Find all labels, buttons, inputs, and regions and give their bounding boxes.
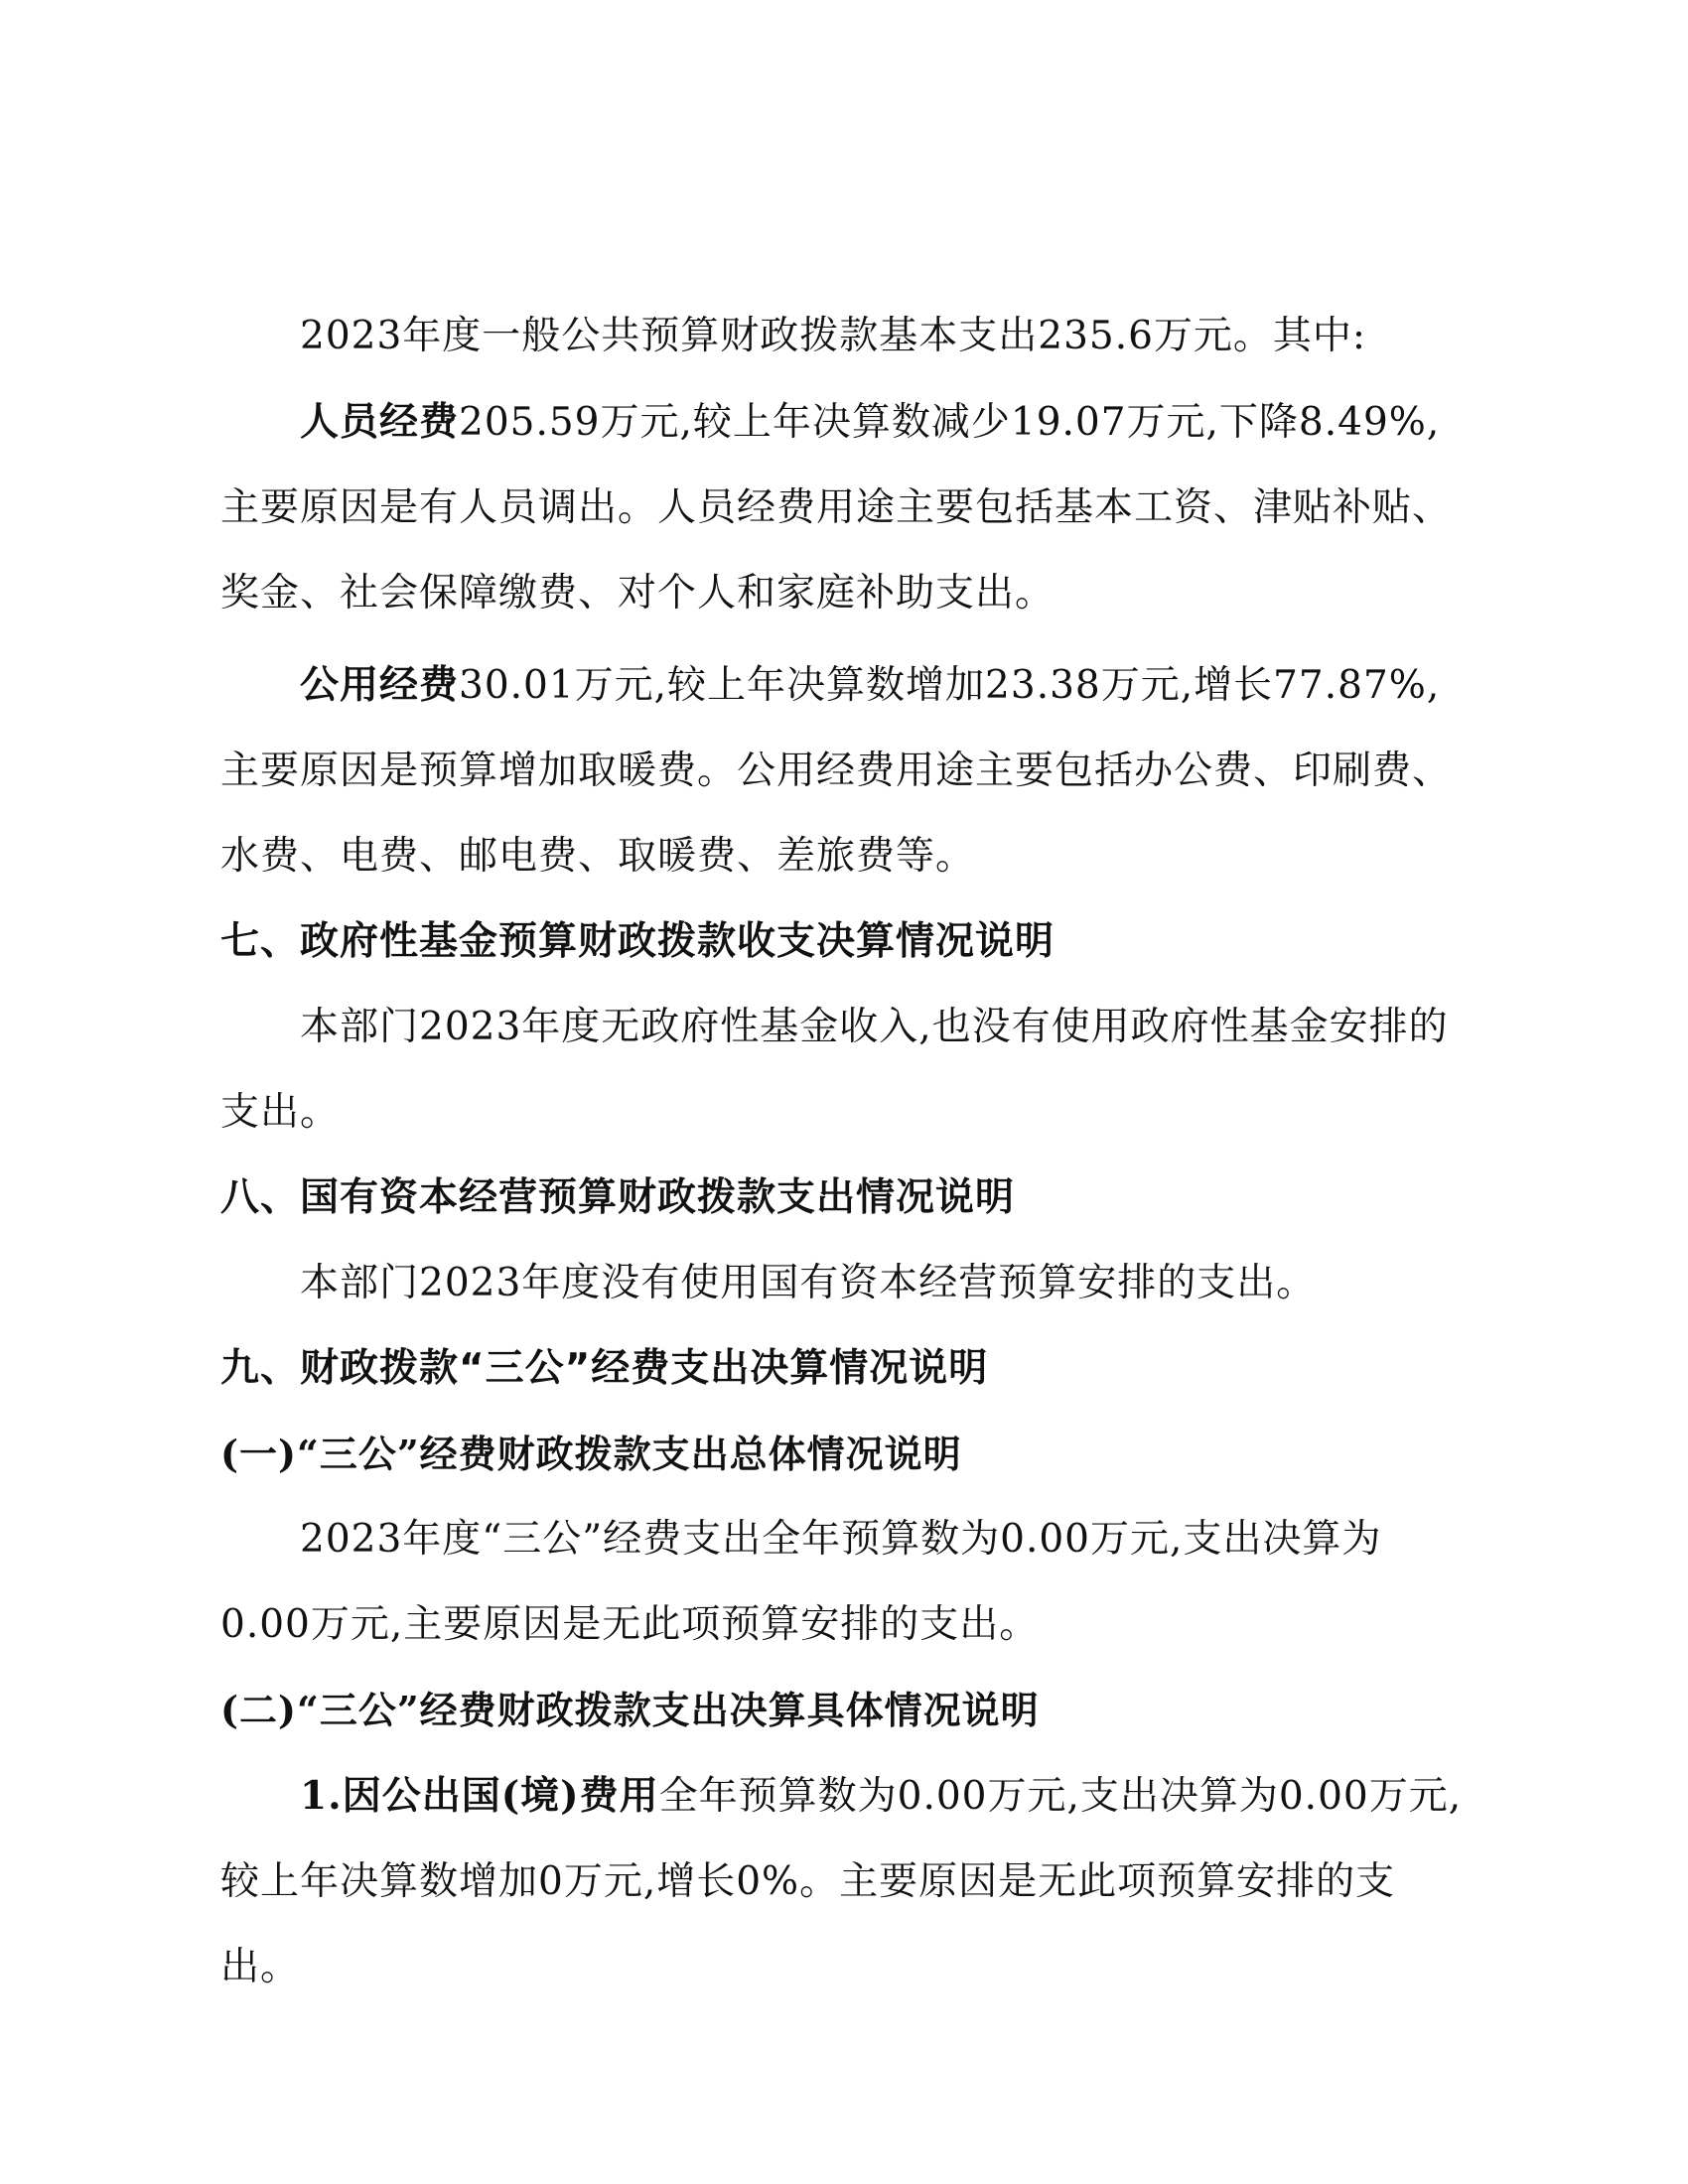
public-expenses-lead: 公用经费 — [300, 662, 460, 708]
paragraph-personnel-expenses — [220, 379, 1470, 636]
section-9-sub-2-heading: (二)“三公”经费财政拨款支出决算具体情况说明 — [220, 1688, 1040, 1732]
paragraph-public-expenses — [220, 642, 1470, 899]
public-expenses-text: 30.01万元,较上年决算数增加23.38万元,增长77.87%,主要原因是预算增加取暖费。公用经费用途主要包括办公费、印刷费、水费、电费、邮电费、取暖费、差旅费等。 — [220, 663, 1453, 879]
personnel-expenses-text: 205.59万元,较上年决算数减少19.07万元,下降8.49%,主要原因是有人员调出。人员经费用途主要包括基本工资、津贴补贴、奖金、社会保障缴费、对个人和家庭补助支出。 — [220, 400, 1453, 615]
section-9-sub-1-heading: (一)“三公”经费财政拨款支出总体情况说明 — [220, 1432, 962, 1476]
personnel-expenses-lead: 人员经费 — [300, 399, 460, 445]
item-1-lead: 1.因公出国(境)费用 — [300, 1773, 659, 1819]
section-9-sub-1-body: 2023年度“三公”经费支出全年预算数为0.00万元,支出决算为0.00万元,主要原因是无此项预算安排的支出。 — [220, 1517, 1382, 1647]
section-9-heading: 九、财政拨款“三公”经费支出决算情况说明 — [220, 1346, 989, 1391]
section-8-heading: 八、国有资本经营预算财政拨款支出情况说明 — [220, 1175, 1016, 1220]
document-body — [220, 294, 1470, 2010]
section-7-heading: 七、政府性基金预算财政拨款收支决算情况说明 — [220, 919, 1055, 964]
section-8-body: 本部门2023年度没有使用国有资本经营预算安排的支出。 — [300, 1261, 1317, 1305]
item-1-text: 全年预算数为0.00万元,支出决算为0.00万元,较上年决算数增加0万元,增长0%。主要原因是无此项预算安排的支出。 — [220, 1774, 1463, 1989]
section-7-body: 本部门2023年度无政府性基金收入,也没有使用政府性基金安排的支出。 — [220, 1005, 1449, 1135]
paragraph-basic-expenditure: 2023年度一般公共预算财政拨款基本支出235.6万元。其中: — [300, 314, 1367, 358]
section-9-sub-2-item-1 — [220, 1753, 1470, 2010]
